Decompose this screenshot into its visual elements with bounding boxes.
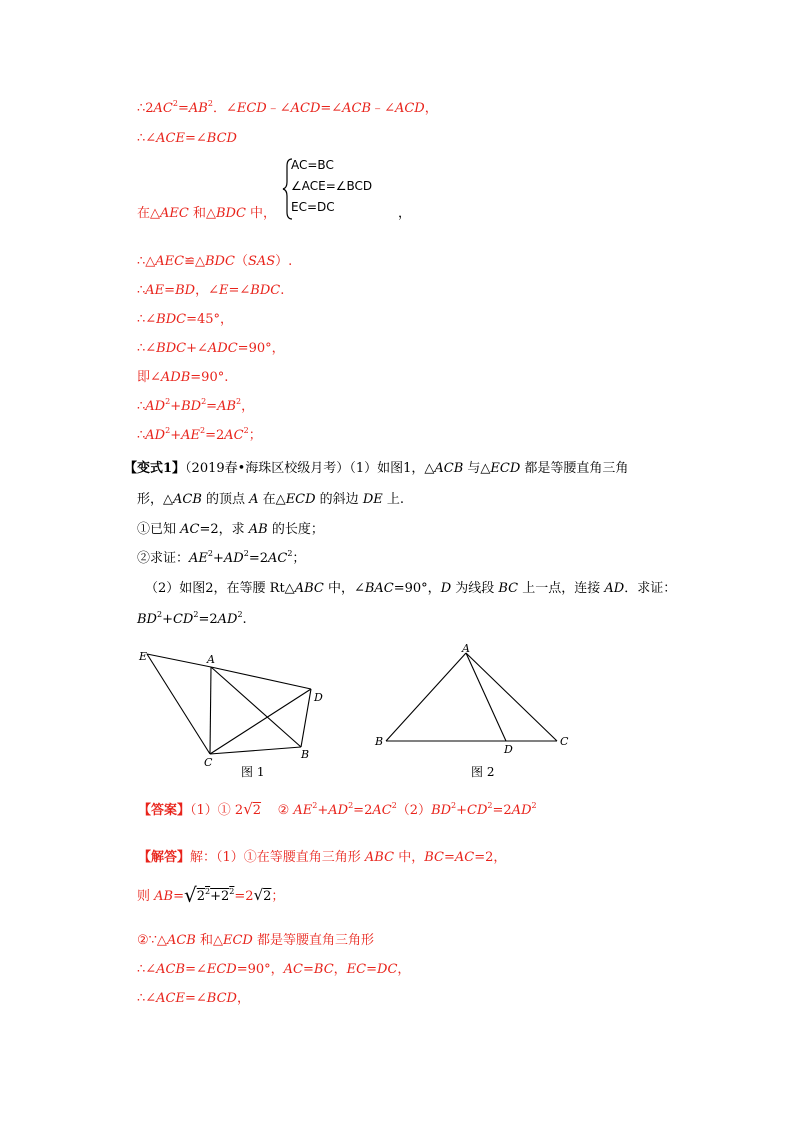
segment-cb [210, 747, 301, 754]
solution-tag: 【解答】 [138, 850, 191, 865]
segment-ec [147, 654, 210, 754]
fig1-label-c: C [204, 756, 213, 769]
proof-line-7: ∴∠BDC+∠ADC=90°， [137, 341, 285, 356]
problem-part-2-cont: $BD^2+CD^2=2AD^2$. [137, 610, 247, 627]
segment-ab [386, 653, 466, 741]
solution-line-4: ∴∠ACB=∠ECD=90°，AC=BC，EC=DC， [137, 962, 411, 977]
proof-line-10: $\therefore AD^2+AE^2=2AC^2$； [137, 426, 262, 443]
solution-line-2: 则 $AB=√2^2+2^2=2√2$； [137, 883, 285, 907]
problem-line-2: 形，△ACB 的顶点 A 在△ECD 的斜边 DE 上. [137, 492, 404, 507]
question-1: ①已知 AC=2，求 AB 的长度； [137, 522, 324, 537]
system-row-3: EC=DC [291, 200, 335, 214]
equation-system [282, 158, 392, 220]
solution-line-1: 【解答】解：（1）①在等腰直角三角形 ABC 中，BC=AC=2， [138, 850, 507, 865]
segment-ad [211, 667, 311, 689]
problem-part-2: （2）如图2，在等腰 Rt△ABC 中，∠BAC=90°，D 为线段 BC 上一点，连接 AD．求证： [145, 581, 677, 596]
solution-line-5: ∴∠ACE=∠BCD， [137, 991, 250, 1006]
fig2-label-a: A [462, 642, 470, 655]
solution-line-3: ②∵△ACB 和△ECD 都是等腰直角三角形 [137, 933, 374, 948]
proof-line-4: ∴△AEC≌△BDC（SAS）. [137, 254, 293, 269]
fig2-label-c: C [560, 735, 569, 748]
segment-ac [466, 653, 557, 741]
segment-cd [210, 689, 311, 754]
segment-db [301, 689, 311, 747]
figure-2 [370, 640, 585, 785]
fig1-caption: 图 1 [241, 765, 265, 779]
segment-ab [211, 667, 301, 747]
segment-ad [466, 653, 506, 741]
proof-line-1: $\therefore 2AC^2=AB^2$．∠ECD﹣∠ACD=∠ACB﹣∠ACD， [137, 99, 438, 116]
fig2-caption: 图 2 [471, 765, 495, 779]
system-comma: ， [398, 206, 412, 221]
proof-line-6: ∴∠BDC=45°， [137, 312, 234, 327]
fig1-label-b: B [301, 748, 310, 761]
proof-line-3: 在△AEC 和△BDC 中， [137, 206, 277, 221]
proof-line-9: $\therefore AD^2+BD^2=AB^2$， [137, 397, 255, 414]
proof-line-5: ∴AE=BD，∠E=∠BDC. [137, 283, 285, 298]
fig2-label-d: D [504, 743, 513, 756]
system-row-1: AC=BC [291, 158, 334, 172]
figure-1 [135, 645, 335, 785]
proof-line-2: ∴∠ACE=∠BCD [137, 131, 237, 146]
fig1-label-e: E [139, 650, 148, 663]
problem-source: （2019春•海珠区校级月考） [185, 461, 350, 476]
fig2-label-b: B [375, 735, 384, 748]
segment-ea [147, 654, 211, 667]
fig1-label-a: A [207, 653, 215, 666]
question-2: ②求证：$AE^2+AD^2=2AC^2$； [137, 549, 306, 566]
system-row-2: ∠ACE=∠BCD [291, 179, 373, 193]
problem-tag: 【变式1】 [124, 461, 186, 476]
answer-tag: 【答案】 [138, 803, 191, 818]
problem-line-1: 【变式1】（2019春•海珠区校级月考）（1）如图1，△ACB 与△ECD 都是等腰直角三角 [124, 461, 629, 476]
answer-line: 【答案】（1）① 2√2 ② $AE^2+AD^2=2AC^2(2)BD^2+CD^2=2AD^2$ [138, 800, 537, 818]
segment-ac [210, 667, 211, 754]
fig1-label-d: D [314, 691, 323, 704]
proof-line-8: 即∠ADB=90°. [137, 370, 229, 385]
